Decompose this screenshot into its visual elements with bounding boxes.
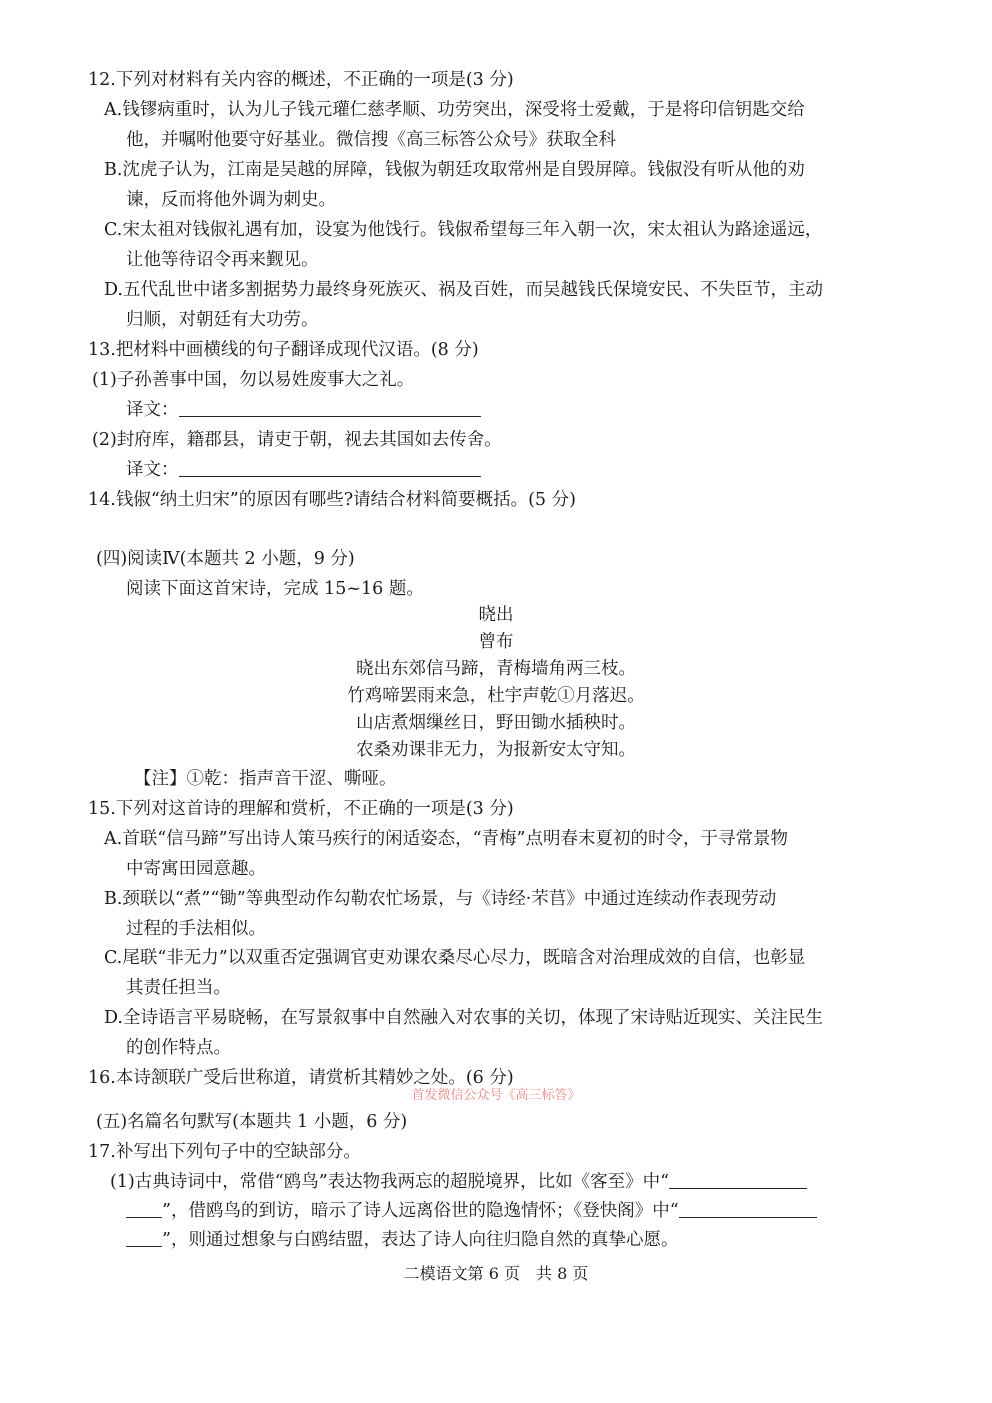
page-footer: 二模语文第 6 页 共 8 页 [403,1264,589,1283]
q13-translation-2 [126,458,481,482]
section4-heading: (四)阅读Ⅳ(本题共 2 小题，9 分) [96,549,355,569]
poem-line: 山店煮烟缫丝日，野田锄水插秧时。 [356,713,636,733]
q17-blank-2b[interactable] [126,1228,162,1247]
q12-option-d-line2: 归顺，对朝廷有大功劳。 [126,310,319,330]
q17-line-1 [110,1170,807,1194]
translation-label: 译文： [126,400,179,420]
q13-translation-1 [126,398,481,422]
q17-text-2: ”，借鸥鸟的到访，暗示了诗人远离俗世的隐逸情怀；《登快阁》中“ [162,1201,679,1221]
q12-option-b-line1: B.沈虎子认为，江南是吴越的屏障，钱俶为朝廷攻取常州是自毁屏障。钱俶没有听从他的劝 [104,160,805,180]
q14-stem: 14.钱俶“纳土归宋”的原因有哪些?请结合材料简要概括。(5 分) [88,490,576,510]
q13-sentence-2: (2)封府库，籍郡县，请吏于朝，视去其国如去传舍。 [92,430,502,450]
q12-option-a-line1: A.钱镠病重时，认为儿子钱元瓘仁慈孝顺、功劳突出，深受将士爱戴，于是将印信钥匙交给 [104,100,805,120]
q17-blank-2a[interactable] [679,1199,817,1218]
q15-option-a-line2: 中寄寓田园意趣。 [126,859,266,879]
q15-stem: 15.下列对这首诗的理解和赏析，不正确的一项是(3 分) [88,799,514,819]
q12-stem: 12.下列对材料有关内容的概述，不正确的一项是(3 分) [88,70,514,90]
q15-option-b-line2: 过程的手法相似。 [126,919,266,939]
q17-blank-1b[interactable] [126,1199,162,1218]
translation-blank-1[interactable] [179,398,481,417]
q15-option-b-line1: B.颈联以“煮”“锄”等典型动作勾勒农忙场景，与《诗经·芣苢》中通过连续动作表现劳动 [104,889,777,909]
poem-title: 晓出 [478,605,514,625]
q15-option-d-line1: D.全诗语言平易晓畅，在写景叙事中自然融入对农事的关切，体现了宋诗贴近现实、关注民生 [104,1008,823,1028]
q12-option-b-line2: 谏，反而将他外调为刺史。 [126,190,336,210]
translation-label: 译文： [126,460,179,480]
poem-line: 晓出东郊信马蹄，青梅墙角两三枝。 [356,659,636,679]
q13-stem: 13.把材料中画横线的句子翻译成现代汉语。(8 分) [88,340,479,360]
poem-author: 曾布 [478,632,514,652]
q15-option-c-line1: C.尾联“非无力”以双重否定强调官吏劝课农桑尽心尽力，既暗含对治理成效的自信，也彰显 [104,948,806,968]
section5-heading: (五)名篇名句默写(本题共 1 小题，6 分) [96,1112,408,1132]
poem-line: 竹鸡啼罢雨来急，杜宇声乾①月落迟。 [347,686,645,706]
q12-option-d-line1: D.五代乱世中诸多割据势力最终身死族灭、祸及百姓，而吴越钱氏保境安民、不失臣节，主动 [104,280,823,300]
poem-line: 农桑劝课非无力，为报新安太守知。 [356,740,636,760]
q17-line-2 [126,1199,817,1223]
q17-line-3 [126,1228,678,1252]
q15-option-d-line2: 的创作特点。 [126,1038,231,1058]
q12-option-a-line2: 他，并嘱咐他要守好基业。微信搜《高三标答公众号》获取全科 [126,130,616,150]
q12-option-c-line2: 让他等待诏令再来觐见。 [126,250,319,270]
q12-option-c-line1: C.宋太祖对钱俶礼遇有加，设宴为他饯行。钱俶希望每三年入朝一次，宋太祖认为路途遥远， [104,220,823,240]
poem-note: 【注】①乾：指声音干涩、嘶哑。 [134,769,397,789]
q13-sentence-1: (1)子孙善事中国，勿以易姓废事大之礼。 [92,370,415,390]
q17-blank-1a[interactable] [669,1170,807,1189]
q15-option-c-line2: 其责任担当。 [126,978,231,998]
section4-intro: 阅读下面这首宋诗，完成 15~16 题。 [126,579,424,599]
translation-blank-2[interactable] [179,458,481,477]
q16-stem: 16.本诗颔联广受后世称道，请赏析其精妙之处。(6 分) [88,1068,514,1088]
q17-text-3: ”，则通过想象与白鸥结盟，表达了诗人向往归隐自然的真挚心愿。 [162,1230,679,1250]
q17-text-1: (1)古典诗词中，常借“鸥鸟”表达物我两忘的超脱境界，比如《客至》中“ [110,1172,670,1192]
watermark: 首发微信公众号《高三标答》 [411,1088,581,1103]
q17-stem: 17.补写出下列句子中的空缺部分。 [88,1142,361,1162]
q15-option-a-line1: A.首联“信马蹄”写出诗人策马疾行的闲适姿态，“青梅”点明春末夏初的时令，于寻常景物 [104,829,788,849]
